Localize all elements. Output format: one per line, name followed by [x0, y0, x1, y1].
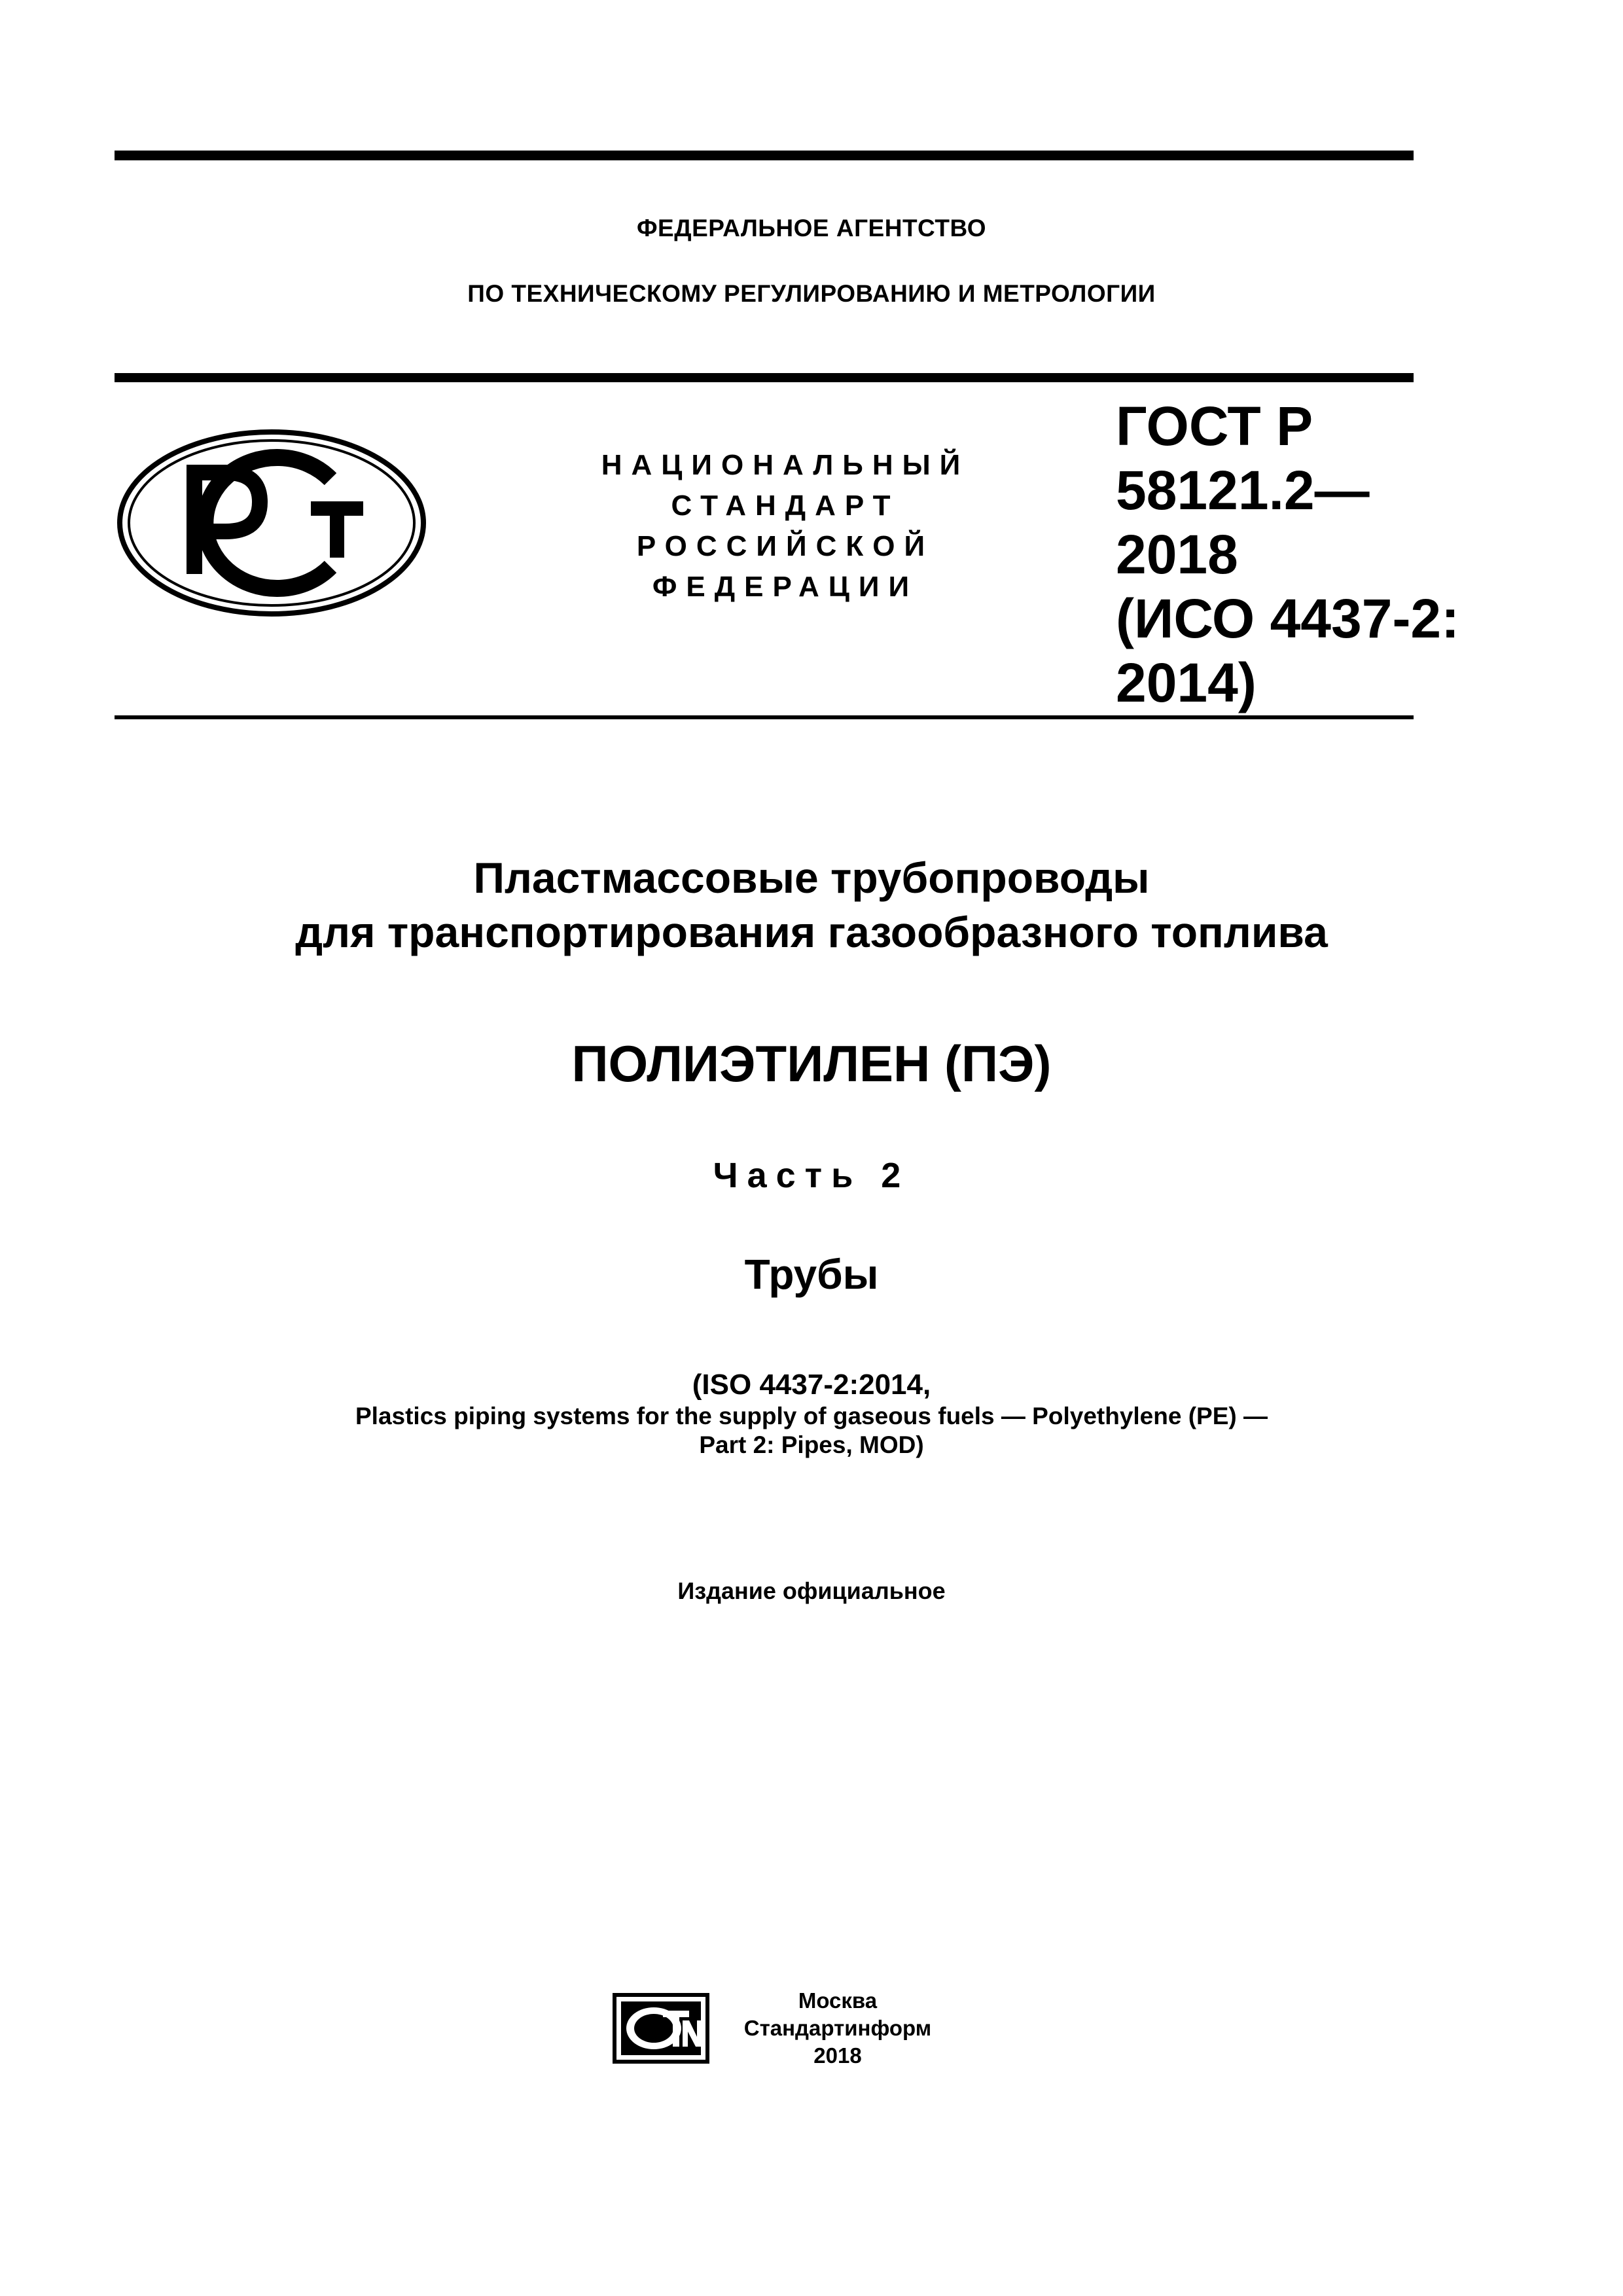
- publisher-name: Стандартинформ: [743, 2016, 932, 2040]
- part-subject: Трубы: [744, 1251, 879, 1298]
- agency-line-1: ФЕДЕРАЛЬНОЕ АГЕНТСТВО: [636, 215, 987, 242]
- gost-line-3: 2018: [1116, 524, 1238, 585]
- gost-line-5: 2014): [1116, 652, 1257, 713]
- title-line-2: для транспортирования газообразного топлива: [295, 908, 1328, 956]
- publisher-city: Москва: [798, 1988, 878, 2013]
- rst-emblem-icon: [115, 427, 429, 620]
- edition-note: Издание официальное: [677, 1577, 946, 1604]
- national-standard-line-3: РОССИЙСКОЙ: [636, 530, 935, 562]
- material-title: ПОЛИЭТИЛЕН (ПЭ): [571, 1035, 1052, 1092]
- iso-line-1: (ISO 4437-2:2014,: [692, 1369, 931, 1401]
- iso-line-3: Part 2: Pipes, MOD): [699, 1431, 924, 1458]
- publisher-year: 2018: [813, 2043, 862, 2068]
- publisher-block: [733, 1987, 942, 2070]
- standartinform-logo-icon: [612, 1991, 710, 2064]
- gost-designation: [1116, 394, 1459, 715]
- part-number: Часть 2: [713, 1156, 910, 1195]
- national-standard-line-1: НАЦИОНАЛЬНЫЙ: [601, 449, 970, 481]
- gost-line-1: ГОСТ Р: [1116, 395, 1313, 457]
- block-bottom-rule: [115, 715, 1414, 719]
- top-rule: [115, 151, 1414, 160]
- gost-line-4: (ИСО 4437-2:: [1116, 588, 1460, 649]
- agency-line-2: ПО ТЕХНИЧЕСКОМУ РЕГУЛИРОВАНИЮ И МЕТРОЛОГИИ: [467, 280, 1156, 307]
- national-standard-line-4: ФЕДЕРАЦИИ: [652, 571, 919, 603]
- iso-reference: [0, 1368, 1623, 1460]
- header-rule: [115, 373, 1414, 382]
- iso-line-2: Plastics piping systems for the supply of gaseous fuels — Polyethylene (PE) —: [355, 1403, 1268, 1429]
- gost-line-2: 58121.2—: [1116, 459, 1370, 521]
- title-line-1: Пластмассовые трубопроводы: [473, 853, 1150, 902]
- national-standard-line-2: СТАНДАРТ: [671, 490, 900, 522]
